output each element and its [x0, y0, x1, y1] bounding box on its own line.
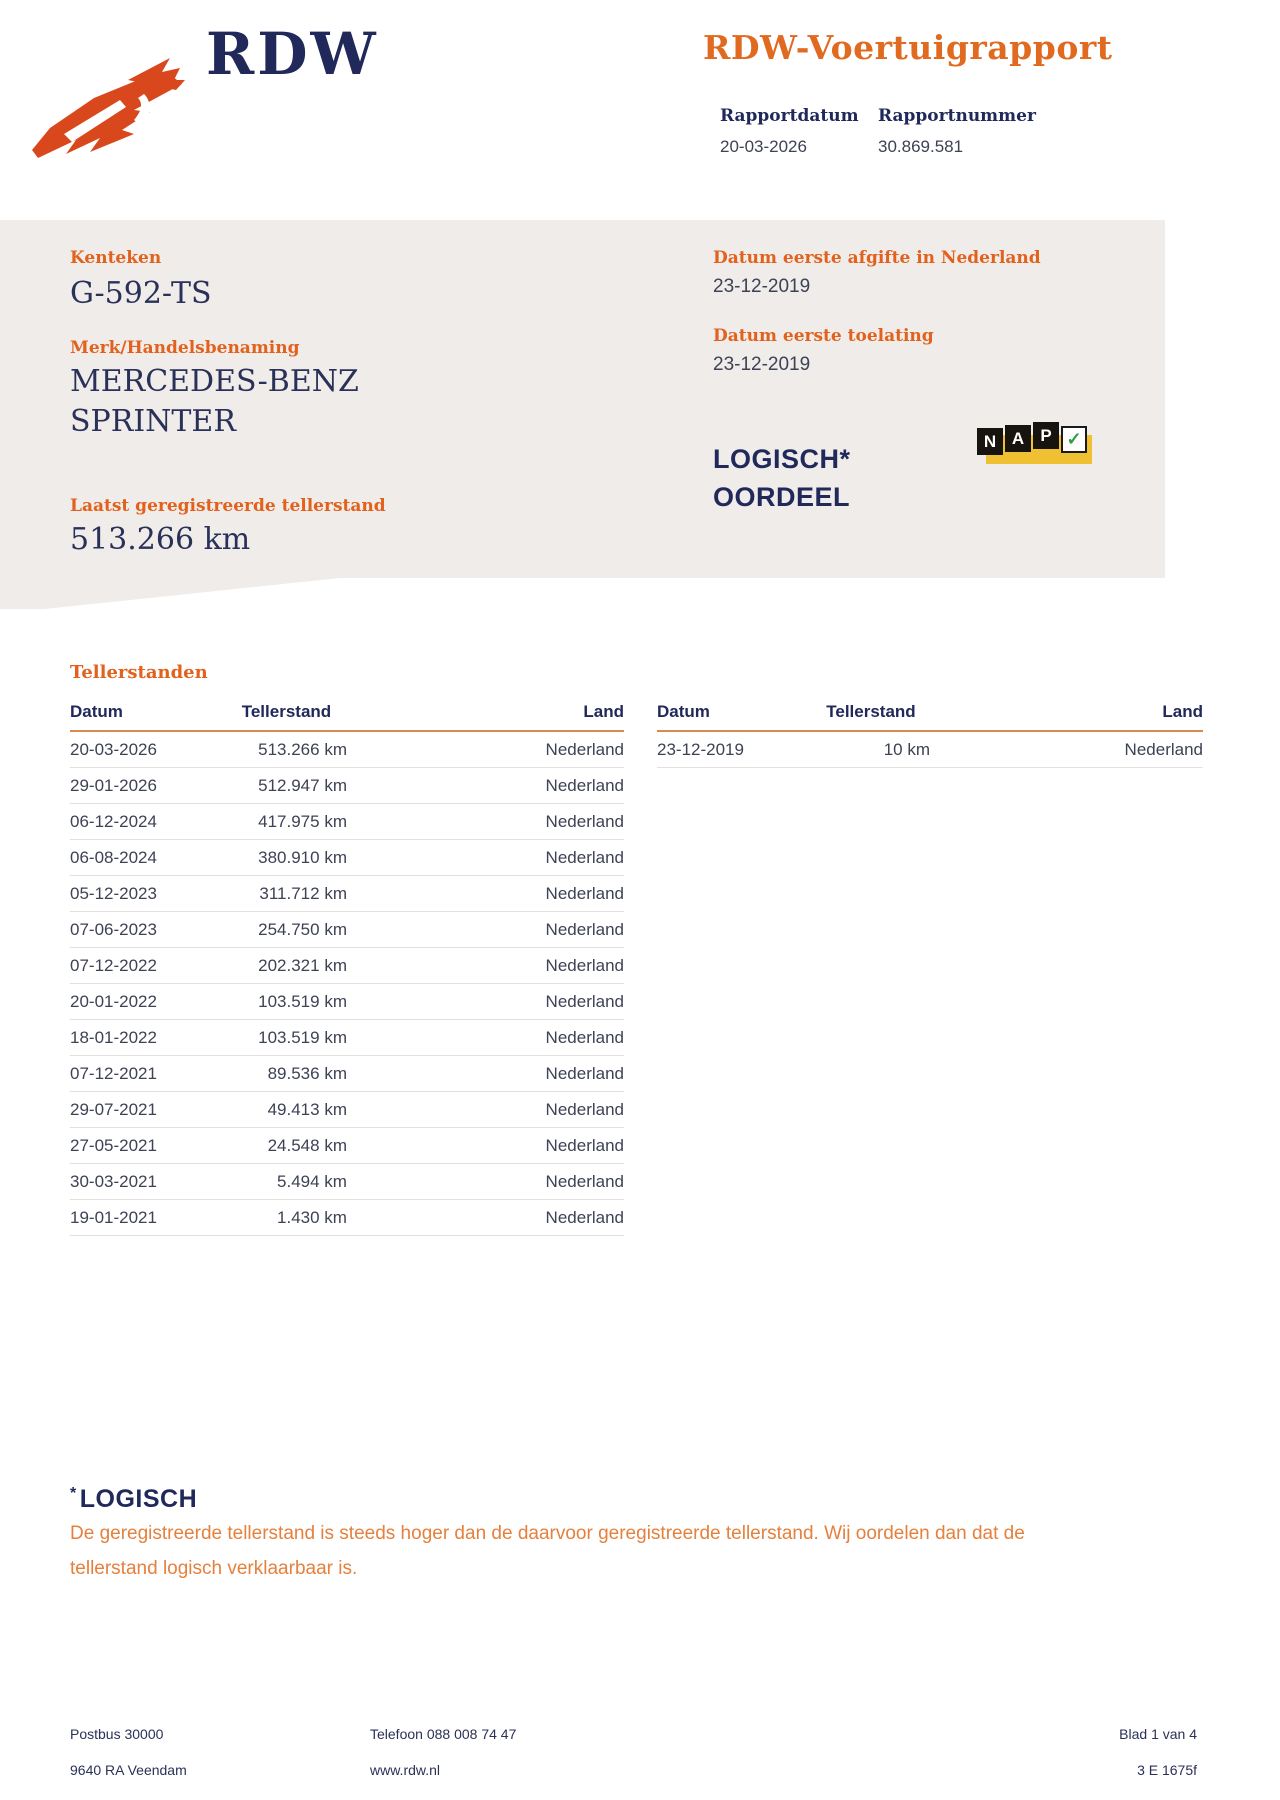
table-cell: Nederland [347, 912, 624, 948]
footnote-heading [70, 1485, 197, 1514]
table-row [70, 912, 624, 948]
summary-panel-tab [0, 578, 340, 609]
table-cell: Nederland [930, 731, 1203, 768]
table-cell: 89.536 km [242, 1056, 347, 1092]
footer-website: www.rdw.nl [370, 1762, 441, 1778]
table-cell: 18-01-2022 [70, 1020, 242, 1056]
toelating-label: Datum eerste toelating [713, 326, 934, 346]
footer-contact [370, 1716, 516, 1788]
afgifte-value: 23-12-2019 [713, 276, 811, 297]
summary-right-column [713, 248, 1133, 516]
report-date-value: 20-03-2026 [720, 137, 807, 156]
nap-logo [977, 424, 1097, 474]
table-cell: 49.413 km [242, 1092, 347, 1128]
odometer-table-left [70, 702, 624, 1236]
table-cell: 19-01-2021 [70, 1200, 242, 1236]
table-cell: Nederland [347, 1200, 624, 1236]
table-cell: 513.266 km [242, 731, 347, 768]
tellerstanden-heading: Tellerstanden [70, 662, 208, 683]
rdw-logo-text: RDW [206, 20, 379, 88]
nap-tile-p: P [1033, 422, 1059, 449]
table-cell: 1.430 km [242, 1200, 347, 1236]
footer-meta [957, 1716, 1197, 1788]
table-cell: 254.750 km [242, 912, 347, 948]
table-cell: Nederland [347, 840, 624, 876]
footnote-heading-text: LOGISCH [79, 1485, 198, 1513]
odometer-label: Laatst geregistreerde tellerstand [70, 496, 386, 516]
table-cell: 103.519 km [242, 984, 347, 1020]
table-row [70, 731, 624, 768]
column-header-tellerstand: Tellerstand [826, 702, 930, 731]
toelating-value: 23-12-2019 [713, 354, 811, 375]
table-cell: Nederland [347, 1092, 624, 1128]
table-cell: 29-07-2021 [70, 1092, 242, 1128]
merk-label: Merk/Handelsbenaming [70, 338, 300, 358]
verdict-line2: OORDEEL [713, 482, 851, 512]
table-cell: Nederland [347, 948, 624, 984]
table-cell: 07-12-2022 [70, 948, 242, 984]
table-cell: Nederland [347, 876, 624, 912]
table-cell: Nederland [347, 731, 624, 768]
footer-phone: Telefoon 088 008 74 47 [370, 1726, 517, 1742]
table-row [70, 876, 624, 912]
kenteken-label: Kenteken [70, 248, 162, 268]
rdw-bird-icon [30, 54, 188, 162]
table-cell: Nederland [347, 768, 624, 804]
table-cell: 27-05-2021 [70, 1128, 242, 1164]
table-row [70, 948, 624, 984]
nap-logo-tiles [977, 424, 1087, 451]
merk-value-line1: MERCEDES-BENZ [70, 364, 359, 399]
column-header-datum: Datum [657, 702, 826, 731]
table-cell: 07-12-2021 [70, 1056, 242, 1092]
table-cell: 07-06-2023 [70, 912, 242, 948]
footer-page-number: Blad 1 van 4 [1119, 1726, 1197, 1742]
table-cell: Nederland [347, 1020, 624, 1056]
kenteken-value: G-592-TS [70, 276, 212, 311]
table-cell: 20-01-2022 [70, 984, 242, 1020]
report-title: RDW-Voertuigrapport [703, 28, 1113, 67]
table-cell: 417.975 km [242, 804, 347, 840]
column-header-tellerstand: Tellerstand [242, 702, 347, 731]
footnote-text: De geregistreerde tellerstand is steeds hoger dan de daarvoor geregistreerde tellerstand. Wij oordelen dan dat de tellerstand logisch verklaarbaar is. [70, 1523, 1025, 1579]
table-row [70, 1164, 624, 1200]
table-cell: 202.321 km [242, 948, 347, 984]
nap-tile-a: A [1005, 425, 1031, 452]
report-number-block [878, 106, 1078, 157]
table-cell: 29-01-2026 [70, 768, 242, 804]
table-row [70, 1092, 624, 1128]
verdict-line1: LOGISCH* [713, 444, 851, 474]
table-cell: Nederland [347, 804, 624, 840]
table-row [70, 1128, 624, 1164]
table-cell: 06-12-2024 [70, 804, 242, 840]
column-header-land: Land [347, 702, 624, 731]
afgifte-label: Datum eerste afgifte in Nederland [713, 248, 1041, 268]
table-cell: Nederland [347, 984, 624, 1020]
report-number-label: Rapportnummer [878, 106, 1036, 126]
table-cell: 23-12-2019 [657, 731, 826, 768]
footer-address [70, 1716, 187, 1788]
report-date-block [720, 106, 870, 157]
table-row [70, 984, 624, 1020]
column-header-land: Land [930, 702, 1203, 731]
table-cell: 10 km [826, 731, 930, 768]
table-row [657, 731, 1203, 768]
table-cell: 30-03-2021 [70, 1164, 242, 1200]
table-row [70, 804, 624, 840]
footer-city: 9640 RA Veendam [70, 1762, 187, 1778]
table-row [70, 840, 624, 876]
table-header-row [657, 702, 1203, 731]
nap-tile-n: N [977, 428, 1003, 455]
table-row [70, 1200, 624, 1236]
table-row [70, 768, 624, 804]
table-cell: 06-08-2024 [70, 840, 242, 876]
column-header-datum: Datum [70, 702, 242, 731]
odometer-value: 513.266 km [70, 522, 251, 557]
table-cell: Nederland [347, 1128, 624, 1164]
table-cell: 380.910 km [242, 840, 347, 876]
table-header-row [70, 702, 624, 731]
report-date-label: Rapportdatum [720, 106, 859, 126]
report-number-value: 30.869.581 [878, 137, 964, 156]
table-cell: 5.494 km [242, 1164, 347, 1200]
table-cell: 311.712 km [242, 876, 347, 912]
table-cell: Nederland [347, 1056, 624, 1092]
nap-check-icon: ✓ [1061, 426, 1087, 453]
table-cell: 20-03-2026 [70, 731, 242, 768]
table-row [70, 1020, 624, 1056]
summary-left-column [70, 248, 590, 560]
table-cell: 512.947 km [242, 768, 347, 804]
footer-postbus: Postbus 30000 [70, 1726, 164, 1742]
table-cell: 103.519 km [242, 1020, 347, 1056]
odometer-table-right [657, 702, 1203, 768]
merk-value-line2: SPRINTER [70, 404, 236, 439]
footnote-star: * [70, 1485, 77, 1502]
footer-doc-code: 3 E 1675f [1137, 1762, 1197, 1778]
table-row [70, 1056, 624, 1092]
table-cell: 05-12-2023 [70, 876, 242, 912]
table-cell: Nederland [347, 1164, 624, 1200]
table-cell: 24.548 km [242, 1128, 347, 1164]
